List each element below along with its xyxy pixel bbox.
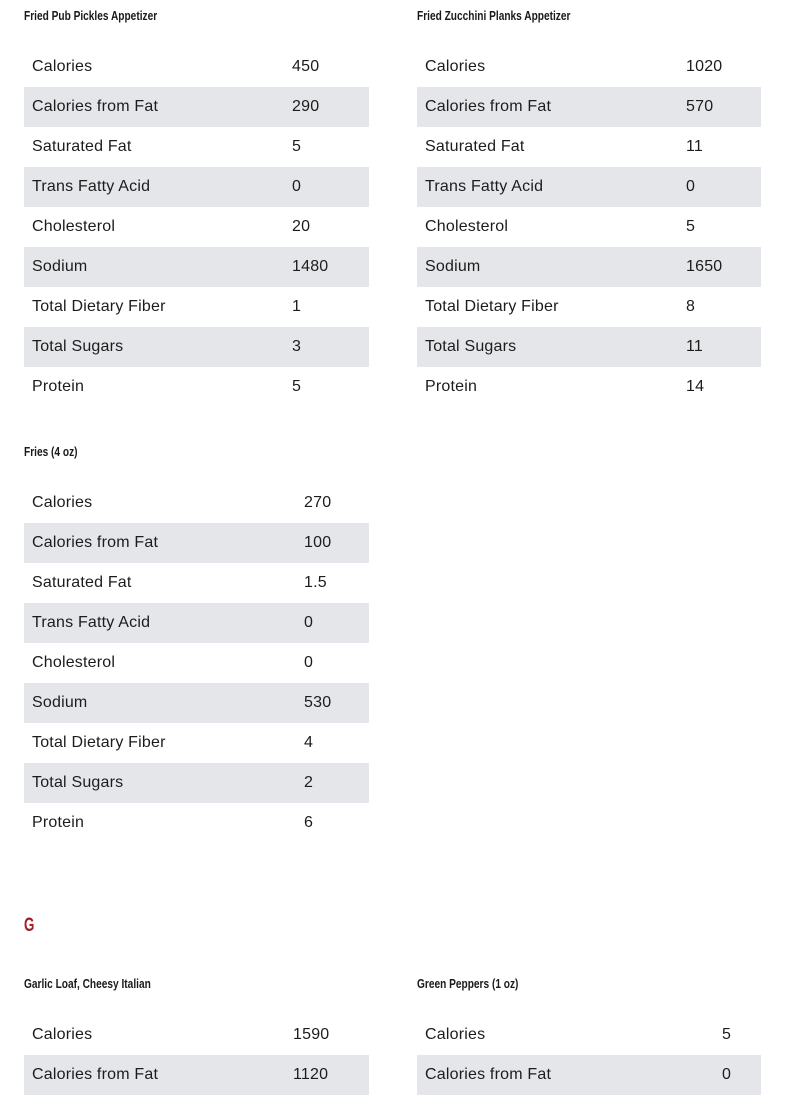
table-row bbox=[24, 127, 369, 167]
row-value: 1120 bbox=[293, 1066, 329, 1083]
table-row bbox=[24, 803, 369, 843]
row-value: 14 bbox=[686, 378, 705, 395]
row-value: 8 bbox=[686, 298, 696, 315]
row-label: Cholesterol bbox=[425, 218, 509, 235]
card-title: Garlic Loaf, Cheesy Italian bbox=[24, 976, 151, 991]
row-value: 270 bbox=[304, 494, 332, 511]
nutrition-card-fries bbox=[24, 444, 369, 831]
row-value: 1 bbox=[292, 298, 302, 315]
row-label: Total Dietary Fiber bbox=[32, 734, 166, 751]
row-label: Calories from Fat bbox=[32, 1066, 159, 1083]
row-label: Calories bbox=[32, 58, 93, 75]
nutrition-card-green-peppers bbox=[417, 976, 761, 1083]
nutrition-table bbox=[417, 47, 761, 407]
table-row bbox=[417, 327, 761, 367]
row-label: Calories from Fat bbox=[425, 1066, 552, 1083]
table-row bbox=[24, 367, 369, 407]
nutrition-table bbox=[24, 483, 369, 843]
table-row bbox=[24, 523, 369, 563]
row-label: Calories bbox=[425, 58, 486, 75]
row-label: Total Dietary Fiber bbox=[32, 298, 166, 315]
row-value: 4 bbox=[304, 734, 314, 751]
table-row bbox=[417, 247, 761, 287]
row-label: Trans Fatty Acid bbox=[425, 178, 544, 195]
row-value: 570 bbox=[686, 98, 714, 115]
row-label: Saturated Fat bbox=[32, 574, 132, 591]
row-label: Cholesterol bbox=[32, 654, 116, 671]
card-title: Fried Pub Pickles Appetizer bbox=[24, 8, 158, 23]
table-row bbox=[417, 1055, 761, 1095]
table-row bbox=[24, 247, 369, 287]
row-value: 2 bbox=[304, 774, 314, 791]
table-row bbox=[24, 167, 369, 207]
row-value: 290 bbox=[292, 98, 320, 115]
row-value: 1020 bbox=[686, 58, 723, 75]
row-label: Calories from Fat bbox=[32, 98, 159, 115]
nutrition-table bbox=[24, 1015, 369, 1095]
card-title: Green Peppers (1 oz) bbox=[417, 976, 519, 991]
row-label: Total Dietary Fiber bbox=[425, 298, 559, 315]
table-row bbox=[24, 327, 369, 367]
table-row bbox=[417, 127, 761, 167]
row-value: 20 bbox=[292, 218, 311, 235]
row-label: Trans Fatty Acid bbox=[32, 178, 151, 195]
row-value: 0 bbox=[292, 178, 302, 195]
table-row bbox=[417, 287, 761, 327]
row-value: 6 bbox=[304, 814, 314, 831]
card-title: Fried Zucchini Planks Appetizer bbox=[417, 8, 571, 23]
row-value: 5 bbox=[686, 218, 696, 235]
row-label: Trans Fatty Acid bbox=[32, 614, 151, 631]
row-value: 0 bbox=[304, 614, 314, 631]
nutrition-card-fried-pub-pickles bbox=[24, 8, 369, 395]
table-row bbox=[24, 763, 369, 803]
row-label: Calories bbox=[32, 494, 93, 511]
table-row bbox=[24, 683, 369, 723]
table-row bbox=[417, 207, 761, 247]
letter-section-heading: G bbox=[24, 915, 35, 936]
row-label: Cholesterol bbox=[32, 218, 116, 235]
row-label: Calories bbox=[425, 1026, 486, 1043]
card-title: Fries (4 oz) bbox=[24, 444, 78, 459]
row-value: 530 bbox=[304, 694, 332, 711]
row-label: Calories from Fat bbox=[425, 98, 552, 115]
table-row bbox=[24, 87, 369, 127]
nutrition-card-fried-zucchini-planks bbox=[417, 8, 761, 395]
row-value: 5 bbox=[722, 1026, 732, 1043]
row-label: Protein bbox=[425, 378, 478, 395]
row-label: Calories from Fat bbox=[32, 534, 159, 551]
table-row bbox=[417, 47, 761, 87]
row-value: 5 bbox=[292, 138, 302, 155]
row-value: 0 bbox=[722, 1066, 732, 1083]
table-row bbox=[417, 367, 761, 407]
row-value: 1480 bbox=[292, 258, 329, 275]
table-row bbox=[24, 563, 369, 603]
table-row bbox=[24, 603, 369, 643]
row-label: Sodium bbox=[32, 694, 88, 711]
table-row bbox=[24, 1055, 369, 1095]
row-value: 1650 bbox=[686, 258, 723, 275]
table-row bbox=[24, 643, 369, 683]
nutrition-table bbox=[417, 1015, 761, 1095]
table-row bbox=[24, 207, 369, 247]
row-label: Calories bbox=[32, 1026, 93, 1043]
table-row bbox=[417, 87, 761, 127]
table-row bbox=[24, 47, 369, 87]
row-label: Sodium bbox=[32, 258, 88, 275]
table-row bbox=[24, 483, 369, 523]
nutrition-card-garlic-loaf bbox=[24, 976, 369, 1083]
row-label: Sodium bbox=[425, 258, 481, 275]
row-label: Protein bbox=[32, 814, 85, 831]
table-row bbox=[417, 167, 761, 207]
row-label: Saturated Fat bbox=[425, 138, 525, 155]
table-row bbox=[24, 723, 369, 763]
row-value: 0 bbox=[304, 654, 314, 671]
row-label: Total Sugars bbox=[32, 338, 124, 355]
row-label: Total Sugars bbox=[425, 338, 517, 355]
row-value: 450 bbox=[292, 58, 320, 75]
row-value: 3 bbox=[292, 338, 302, 355]
row-label: Total Sugars bbox=[32, 774, 124, 791]
table-row bbox=[24, 1015, 369, 1055]
nutrition-table bbox=[24, 47, 369, 407]
row-value: 11 bbox=[686, 338, 704, 355]
row-label: Saturated Fat bbox=[32, 138, 132, 155]
row-value: 0 bbox=[686, 178, 696, 195]
row-value: 100 bbox=[304, 534, 332, 551]
row-value: 11 bbox=[686, 138, 704, 155]
table-row bbox=[417, 1015, 761, 1055]
row-value: 1590 bbox=[293, 1026, 330, 1043]
table-row bbox=[24, 287, 369, 327]
row-label: Protein bbox=[32, 378, 85, 395]
row-value: 5 bbox=[292, 378, 302, 395]
row-value: 1.5 bbox=[304, 574, 327, 591]
